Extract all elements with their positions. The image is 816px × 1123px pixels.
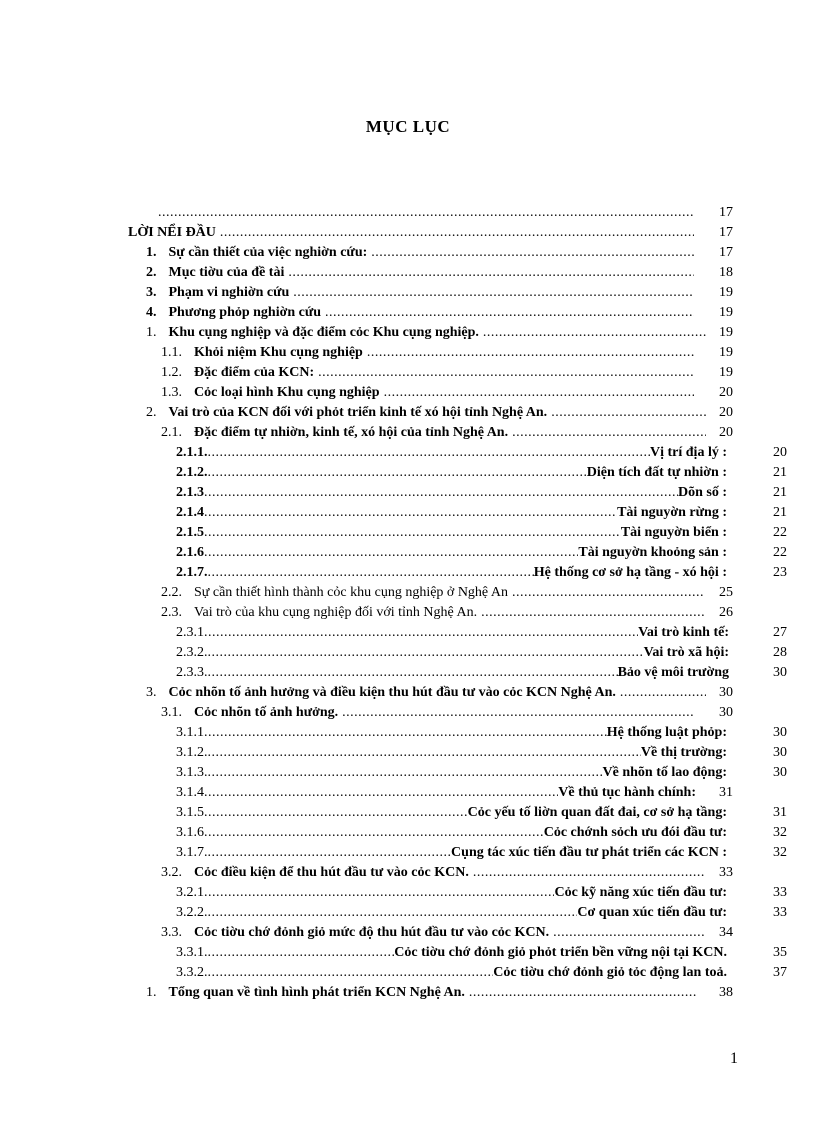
toc-entry-title: Cỏc yếu tố liờn quan đất đai, cơ sở hạ tầng: <box>467 805 727 820</box>
toc-entry[interactable] <box>176 783 696 803</box>
toc-page-number: 35 <box>773 945 787 960</box>
toc-entry[interactable] <box>158 203 694 223</box>
toc-entry-title: Về nhõn tố lao động: <box>602 765 727 780</box>
toc-entry[interactable] <box>161 343 694 363</box>
toc-entry-number: 1. <box>146 245 157 260</box>
toc-entry[interactable] <box>161 923 704 943</box>
toc-entry-title: Tài nguyờn biển : <box>620 525 727 540</box>
toc-page-number: 30 <box>719 685 733 700</box>
page-title: MỤC LỤC <box>365 117 451 136</box>
toc-page-number: 18 <box>719 265 733 280</box>
toc-leader-dots <box>208 743 641 763</box>
toc-entry-title: Dõn số : <box>677 485 727 500</box>
toc-entry-number: 1. <box>146 985 157 1000</box>
toc-entry-number: 2.1.6 <box>176 545 204 560</box>
toc-leader-dots <box>208 643 644 663</box>
toc-entry-title: Hệ thống cơ sở hạ tầng - xó hội : <box>533 565 727 580</box>
toc-entry-number: 2.1.7. <box>176 565 208 580</box>
toc-entry-title: Cỏc tiờu chớ đỏnh giỏ phỏt triển bền vững nội tại KCN. <box>394 945 727 960</box>
toc-page-number: 32 <box>773 825 787 840</box>
toc-leader-dots <box>204 523 621 543</box>
toc-page-number: 26 <box>719 605 733 620</box>
toc-entry[interactable] <box>176 563 727 583</box>
toc-entry-number: 2.3. <box>161 605 182 620</box>
toc-page-number: 17 <box>719 225 733 240</box>
toc-leader-dots <box>371 243 694 263</box>
toc-leader-dots <box>384 383 694 403</box>
toc-entry-title: Cỏc nhõn tố ảnh hưởng. <box>194 705 339 720</box>
toc-leader-dots <box>208 763 603 783</box>
toc-entry-number: 2.3.3. <box>176 665 208 680</box>
toc-leader-dots <box>204 503 617 523</box>
toc-page-number: 27 <box>773 625 787 640</box>
toc-entry-number: 3.1.4 <box>176 785 204 800</box>
toc-entry-number: 2.1.1. <box>176 445 208 460</box>
toc-leader-dots <box>367 343 694 363</box>
toc-entry-title: Đặc điểm của KCN: <box>194 365 315 380</box>
toc-entry-title: Cụng tác xúc tiến đầu tư phát triển các KCN : <box>451 845 727 860</box>
toc-entry-number: 2.1. <box>161 425 182 440</box>
toc-entry-title: Về thủ tục hành chính: <box>558 785 696 800</box>
toc-entry[interactable] <box>161 583 704 603</box>
toc-page-number: 23 <box>773 565 787 580</box>
toc-page-number: 30 <box>773 765 787 780</box>
toc-leader-dots <box>318 363 694 383</box>
toc-leader-dots <box>469 983 696 1003</box>
toc-page-number: 33 <box>773 885 787 900</box>
toc-entry-number: 3.1. <box>161 705 182 720</box>
toc-leader-dots <box>220 223 694 243</box>
toc-entry[interactable] <box>176 903 727 923</box>
toc-page-number: 34 <box>719 925 733 940</box>
toc-leader-dots <box>512 583 704 603</box>
toc-entry-title: Cỏc tiờu chớ đỏnh giỏ mức độ thu hút đầu tư vào cỏc KCN. <box>194 925 550 940</box>
toc-entry-title: LỜI NỂI ĐẦU <box>128 225 216 240</box>
toc-entry-title: Sự cần thiết của việc nghiờn cứu: <box>168 245 368 260</box>
toc-entry-title: Đặc điểm tự nhiờn, kinh tế, xó hội của tỉnh Nghệ An. <box>194 425 509 440</box>
toc-entry-title: Phương phỏp nghiờn cứu <box>168 305 322 320</box>
toc-entry-title: Khu cụng nghiệp và đặc điểm cỏc Khu cụng nghiệp. <box>168 325 479 340</box>
toc-leader-dots <box>208 963 494 983</box>
toc-page-number: 33 <box>773 905 787 920</box>
toc-page-number: 30 <box>719 705 733 720</box>
toc-entry[interactable] <box>176 483 727 503</box>
toc-leader-dots <box>208 463 587 483</box>
toc-entry[interactable] <box>176 843 727 863</box>
toc-page-number: 22 <box>773 525 787 540</box>
toc-entry[interactable] <box>176 663 729 683</box>
toc-page-number: 30 <box>773 725 787 740</box>
toc-entry-title: Mục tiờu của đề tài <box>168 265 285 280</box>
toc-entry-number: 2.3.2. <box>176 645 208 660</box>
toc-page-number: 20 <box>719 425 733 440</box>
toc-entry-number: 3.3.2. <box>176 965 208 980</box>
toc-page-number: 22 <box>773 545 787 560</box>
toc-leader-dots <box>288 263 694 283</box>
toc-page-number: 31 <box>773 805 787 820</box>
toc-page-number: 30 <box>773 665 787 680</box>
toc-entry[interactable] <box>146 283 694 303</box>
toc-entry-title: Vị trí địa lý : <box>650 445 727 460</box>
toc-leader-dots <box>204 543 578 563</box>
toc-page-number: 32 <box>773 845 787 860</box>
toc-entry-number: 3.1.6 <box>176 825 204 840</box>
toc-entry-title: Hệ thống luật phỏp: <box>606 725 727 740</box>
toc-entry-number: 3.1.1 <box>176 725 204 740</box>
toc-entry-title: Cỏc loại hình Khu cụng nghiệp <box>194 385 380 400</box>
toc-entry-title: Vai trò xã hội: <box>643 645 729 660</box>
toc-leader-dots <box>204 803 468 823</box>
toc-leader-dots <box>204 823 544 843</box>
toc-entry[interactable] <box>176 943 727 963</box>
toc-entry-number: 2.1.3 <box>176 485 204 500</box>
toc-page-number: 17 <box>719 205 733 220</box>
toc-leader-dots <box>208 903 578 923</box>
toc-entry-number: 3. <box>146 285 157 300</box>
toc-entry-number: 3.2.1 <box>176 885 204 900</box>
toc-entry-number: 2. <box>146 405 157 420</box>
toc-entry[interactable] <box>146 403 706 423</box>
toc-entry-number: 1. <box>146 325 157 340</box>
toc-entry-number: 2. <box>146 265 157 280</box>
toc-entry-number: 3.1.7. <box>176 845 208 860</box>
toc-entry[interactable] <box>176 643 729 663</box>
toc-entry[interactable] <box>176 883 727 903</box>
toc-entry[interactable] <box>176 463 727 483</box>
toc-entry[interactable] <box>176 803 727 823</box>
toc-entry-title: Diện tích đất tự nhiờn : <box>586 465 727 480</box>
toc-entry[interactable] <box>161 703 694 723</box>
toc-entry-title: Cỏc chớnh sỏch ưu đói đầu tư: <box>543 825 727 840</box>
toc-entry-number: 3.2.2. <box>176 905 208 920</box>
toc-entry-title: Cơ quan xúc tiến đầu tư: <box>577 905 727 920</box>
toc-leader-dots <box>204 883 554 903</box>
toc-entry[interactable] <box>176 823 727 843</box>
toc-entry-number: 3.1.3. <box>176 765 208 780</box>
toc-page-number: 21 <box>773 485 787 500</box>
page-number: 1 <box>730 1050 738 1067</box>
toc-entry-number: 3.3.1. <box>176 945 208 960</box>
toc-entry-title: Khỏi niệm Khu cụng nghiệp <box>194 345 363 360</box>
toc-page-number: 19 <box>719 325 733 340</box>
toc-leader-dots <box>208 443 651 463</box>
toc-entry[interactable] <box>146 683 706 703</box>
toc-entry[interactable] <box>146 983 696 1003</box>
toc-entry-number: 2.1.5 <box>176 525 204 540</box>
toc-entry-title: Về thị trường: <box>640 745 727 760</box>
toc-entry-title: Cỏc điều kiện để thu hút đầu tư vào cỏc KCN. <box>194 865 469 880</box>
toc-leader-dots <box>208 843 452 863</box>
toc-page-number: 17 <box>719 245 733 260</box>
toc-entry-title: Vai trò của khu cụng nghiệp đối với tỉnh Nghệ An. <box>194 605 478 620</box>
toc-entry-number: 4. <box>146 305 157 320</box>
toc-leader-dots <box>204 723 607 743</box>
toc-page-number: 33 <box>719 865 733 880</box>
toc-entry[interactable] <box>146 303 694 323</box>
toc-leader-dots <box>481 603 704 623</box>
toc-page-number: 28 <box>773 645 787 660</box>
toc-entry[interactable] <box>176 523 727 543</box>
toc-entry-number: 3.1.5 <box>176 805 204 820</box>
toc-page-number: 21 <box>773 505 787 520</box>
toc-entry-title: Vai trò kinh tế: <box>638 625 729 640</box>
toc-entry-title: Cỏc nhõn tố ảnh hưởng và điều kiện thu hút đầu tư vào cỏc KCN Nghệ An. <box>168 685 616 700</box>
toc-page-number: 30 <box>773 745 787 760</box>
toc-leader-dots <box>208 563 534 583</box>
toc-entry[interactable] <box>161 423 706 443</box>
toc-entry-title: Phạm vi nghiờn cứu <box>168 285 290 300</box>
toc-entry[interactable] <box>176 743 727 763</box>
toc-entry-number: 1.2. <box>161 365 182 380</box>
toc-page-number: 19 <box>719 365 733 380</box>
toc-entry-title: Tổng quan về tình hình phát triển KCN Nghệ An. <box>168 985 465 1000</box>
toc-entry-title: Cỏc tiờu chớ đỏnh giỏ tỏc động lan toả. <box>493 965 727 980</box>
toc-entry[interactable] <box>161 603 704 623</box>
toc-entry[interactable] <box>161 363 694 383</box>
toc-page-number: 19 <box>719 285 733 300</box>
toc-leader-dots <box>158 203 694 223</box>
toc-entry[interactable] <box>176 723 727 743</box>
toc-leader-dots <box>342 703 694 723</box>
toc-page-number: 20 <box>719 405 733 420</box>
toc-entry[interactable] <box>146 243 694 263</box>
toc-entry[interactable] <box>176 543 727 563</box>
toc-leader-dots <box>512 423 706 443</box>
toc-entry-title: Bảo vệ môi trường <box>617 665 729 680</box>
toc-page-number: 25 <box>719 585 733 600</box>
toc-leader-dots <box>208 663 618 683</box>
toc-entry[interactable] <box>161 863 704 883</box>
toc-leader-dots <box>204 783 558 803</box>
toc-entry-title: Tài nguyờn khoỏng sản : <box>578 545 727 560</box>
toc-entry[interactable] <box>176 503 727 523</box>
toc-entry-title: Cỏc kỹ năng xúc tiến đầu tư: <box>554 885 727 900</box>
toc-page-number: 38 <box>719 985 733 1000</box>
toc-entry[interactable] <box>176 623 729 643</box>
toc-page-number: 19 <box>719 345 733 360</box>
toc-entry-number: 3.3. <box>161 925 182 940</box>
toc-page-number: 31 <box>719 785 733 800</box>
toc-entry-number: 1.1. <box>161 345 182 360</box>
toc-entry-title: Vai trò của KCN đối với phỏt triển kinh tế xó hội tỉnh Nghệ An. <box>168 405 548 420</box>
toc-entry-number: 1.3. <box>161 385 182 400</box>
toc-entry[interactable] <box>176 763 727 783</box>
toc-page-number: 20 <box>719 385 733 400</box>
toc-entry[interactable] <box>146 263 694 283</box>
toc-page-number: 21 <box>773 465 787 480</box>
toc-page-number: 19 <box>719 305 733 320</box>
toc-entry-title: Sự cần thiết hình thành cỏc khu cụng nghiệp ở Nghệ An <box>194 585 508 600</box>
toc-page-number: 37 <box>773 965 787 980</box>
toc-entry-number: 3.1.2. <box>176 745 208 760</box>
toc-leader-dots <box>483 323 706 343</box>
toc-leader-dots <box>204 623 638 643</box>
toc-entry[interactable] <box>176 443 727 463</box>
toc-leader-dots <box>473 863 704 883</box>
toc-entry-number: 3.2. <box>161 865 182 880</box>
toc-entry-number: 2.1.4 <box>176 505 204 520</box>
toc-entry-number: 2.1.2. <box>176 465 208 480</box>
toc-entry-title: Tài nguyờn rừng : <box>617 505 727 520</box>
toc-entry[interactable] <box>176 963 727 983</box>
toc-entry[interactable] <box>128 223 694 243</box>
toc-entry-number: 2.2. <box>161 585 182 600</box>
toc-leader-dots <box>204 483 678 503</box>
toc-leader-dots <box>325 303 694 323</box>
toc-leader-dots <box>208 943 395 963</box>
toc-page-number: 20 <box>773 445 787 460</box>
toc-entry-number: 2.3.1 <box>176 625 204 640</box>
toc-entry[interactable] <box>161 383 694 403</box>
toc-leader-dots <box>553 923 704 943</box>
toc-entry-number: 3. <box>146 685 157 700</box>
toc-leader-dots <box>551 403 706 423</box>
toc-entry[interactable] <box>146 323 706 343</box>
toc-leader-dots <box>293 283 694 303</box>
